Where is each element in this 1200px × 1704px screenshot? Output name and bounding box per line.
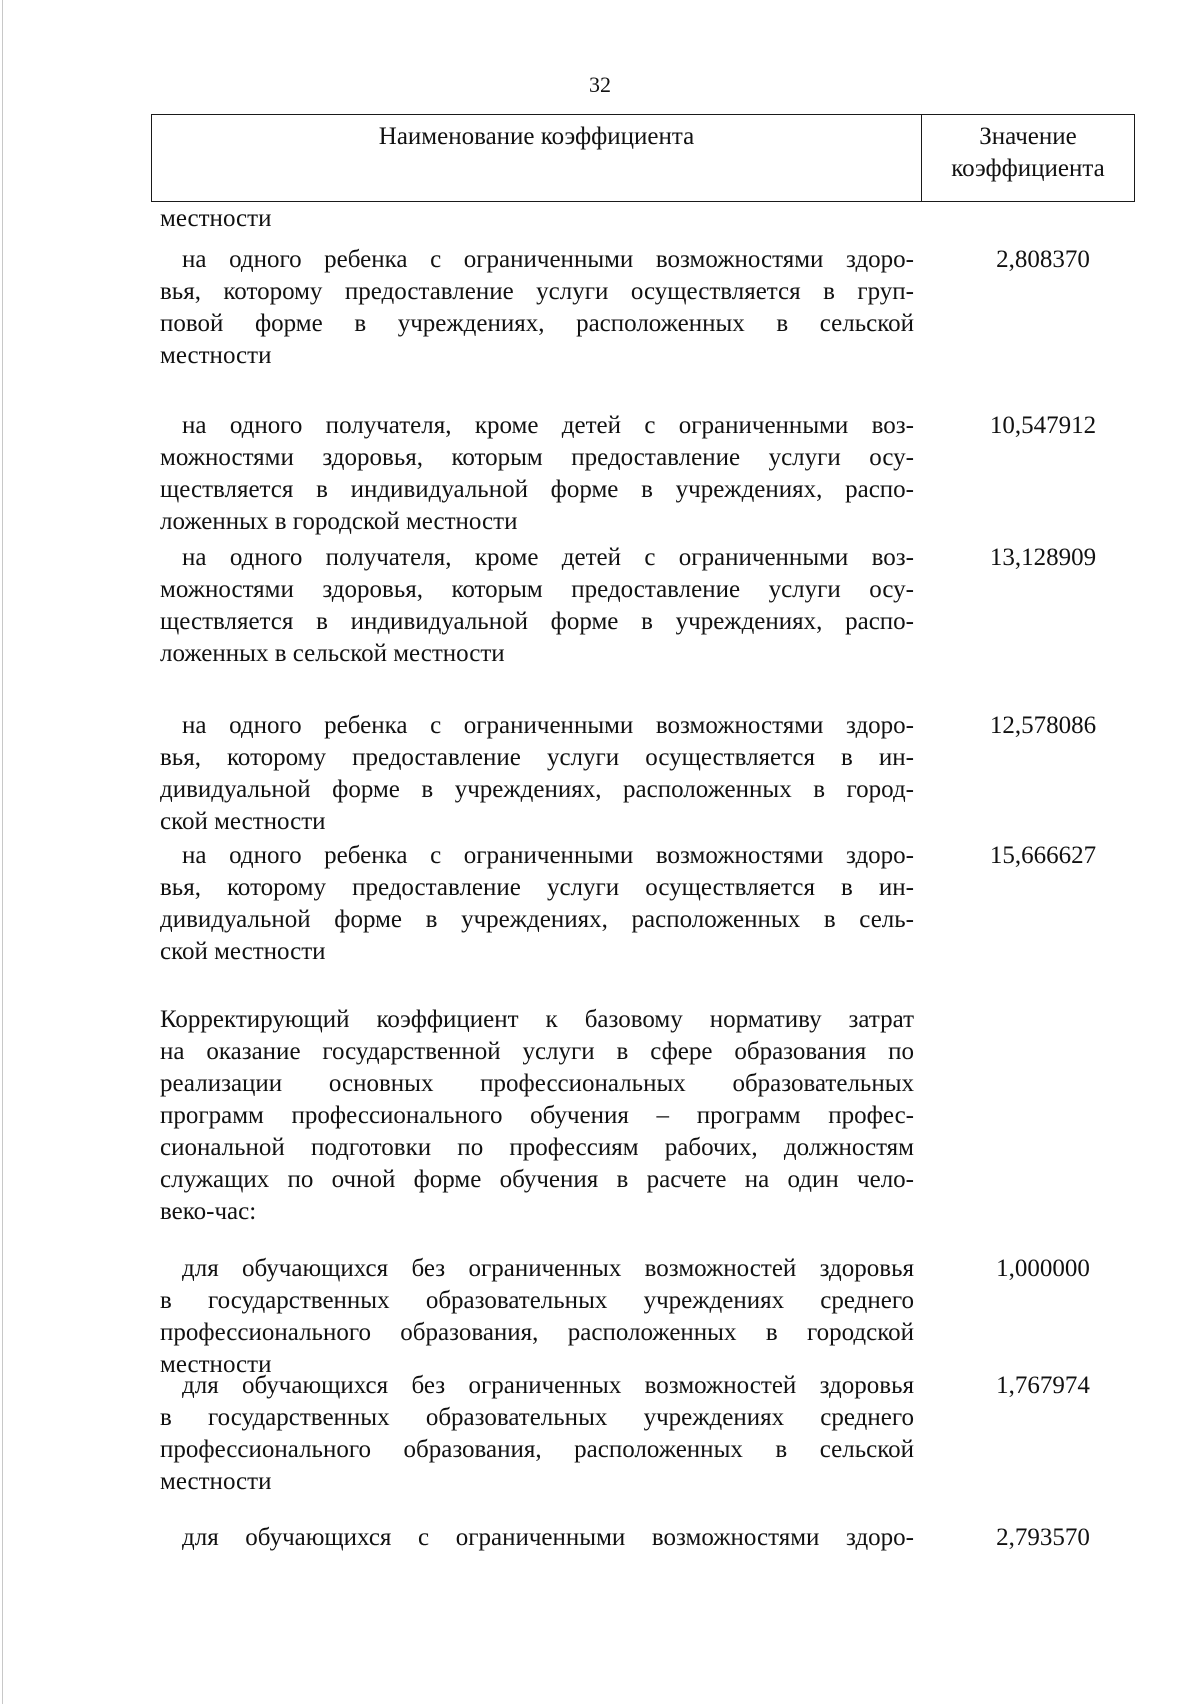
text-line: служащих по очной форме обучения в расчете на один чело- [160, 1166, 914, 1193]
table-row [160, 1522, 1160, 1554]
row-value: 1,000000 [996, 1255, 1090, 1282]
text-line: повой форме в учреждениях, расположенных в сельской [160, 310, 914, 337]
text-line: на одного ребенка с ограниченными возможностями здоро- [182, 842, 914, 869]
row-value: 13,128909 [989, 544, 1097, 571]
text-line: для обучающихся без ограниченных возможностей здоровья [182, 1372, 914, 1399]
text-line: на одного получателя, кроме детей с ограниченными воз- [182, 412, 914, 439]
table-header [151, 114, 1135, 202]
table-row [160, 840, 1160, 968]
text-line: для обучающихся с ограниченными возможностями здоро- [182, 1524, 914, 1551]
row-description [160, 410, 914, 538]
text-line: дивидуальной форме в учреждениях, расположенных в сель- [160, 906, 914, 933]
row-description [160, 1522, 914, 1554]
text-line: профессионального образования, расположенных в городской [160, 1319, 914, 1346]
text-line: на одного получателя, кроме детей с ограниченными воз- [182, 544, 914, 571]
text-line: веко-час: [160, 1198, 257, 1225]
text-line: местности [160, 205, 272, 232]
text-line: вья, которому предоставление услуги осуществляется в груп- [160, 278, 914, 305]
text-line: дивидуальной форме в учреждениях, расположенных в город- [160, 776, 914, 803]
text-line: Корректирующий коэффициент к базовому нормативу затрат [160, 1006, 914, 1033]
scan-edge [2, 0, 3, 1704]
text-line: ществляется в индивидуальной форме в учреждениях, распо- [160, 608, 914, 635]
row-value: 2,808370 [996, 246, 1090, 273]
row-description [160, 840, 914, 968]
table-row [160, 1370, 1160, 1498]
table-row [160, 542, 1160, 670]
text-line: можностями здоровья, которым предоставление услуги осу- [160, 444, 914, 471]
row-description [160, 1370, 914, 1498]
table-row [160, 710, 1160, 838]
row-value: 1,767974 [996, 1372, 1090, 1399]
page-number: 32 [589, 72, 611, 97]
text-line: ществляется в индивидуальной форме в учреждениях, распо- [160, 476, 914, 503]
row-value: 15,666627 [989, 842, 1097, 869]
text-line: местности [160, 1351, 272, 1378]
table-row [160, 203, 1160, 235]
text-line: сиональной подготовки по профессиям рабочих, должностям [160, 1134, 914, 1161]
column-header-value-line2: коэффициента [951, 155, 1105, 182]
text-line: в государственных образовательных учреждениях среднего [160, 1404, 914, 1431]
row-value [914, 203, 1160, 235]
table-row [160, 244, 1160, 372]
row-value: 10,547912 [989, 412, 1097, 439]
text-line: на одного ребенка с ограниченными возможностями здоро- [182, 246, 914, 273]
table-row [160, 1253, 1160, 1381]
table-row [160, 1004, 1160, 1228]
text-line: местности [160, 342, 272, 369]
text-line: для обучающихся без ограниченных возможностей здоровья [182, 1255, 914, 1282]
text-line: местности [160, 1468, 272, 1495]
text-line: реализации основных профессиональных образовательных [160, 1070, 914, 1097]
text-line: профессионального образования, расположенных в сельской [160, 1436, 914, 1463]
column-header-name: Наименование коэффициента [152, 115, 922, 201]
text-line: ской местности [160, 938, 326, 965]
text-line: программ профессионального обучения – программ профес- [160, 1102, 914, 1129]
row-description [160, 1004, 914, 1228]
row-description [160, 203, 914, 235]
table-row [160, 410, 1160, 538]
row-value: 2,793570 [996, 1524, 1090, 1551]
text-line: вья, которому предоставление услуги осуществляется в ин- [160, 874, 914, 901]
text-line: на оказание государственной услуги в сфере образования по [160, 1038, 914, 1065]
column-header-value-line1: Значение [979, 123, 1077, 150]
text-line: ложенных в сельской местности [160, 640, 505, 667]
row-description [160, 710, 914, 838]
row-description [160, 244, 914, 372]
text-line: можностями здоровья, которым предоставление услуги осу- [160, 576, 914, 603]
row-value [914, 1004, 1160, 1228]
text-line: на одного ребенка с ограниченными возможностями здоро- [182, 712, 914, 739]
row-description [160, 1253, 914, 1381]
text-line: вья, которому предоставление услуги осуществляется в ин- [160, 744, 914, 771]
text-line: ской местности [160, 808, 326, 835]
row-value: 12,578086 [989, 712, 1097, 739]
text-line: ложенных в городской местности [160, 508, 518, 535]
column-header-value [922, 115, 1134, 201]
row-description [160, 542, 914, 670]
text-line: в государственных образовательных учреждениях среднего [160, 1287, 914, 1314]
